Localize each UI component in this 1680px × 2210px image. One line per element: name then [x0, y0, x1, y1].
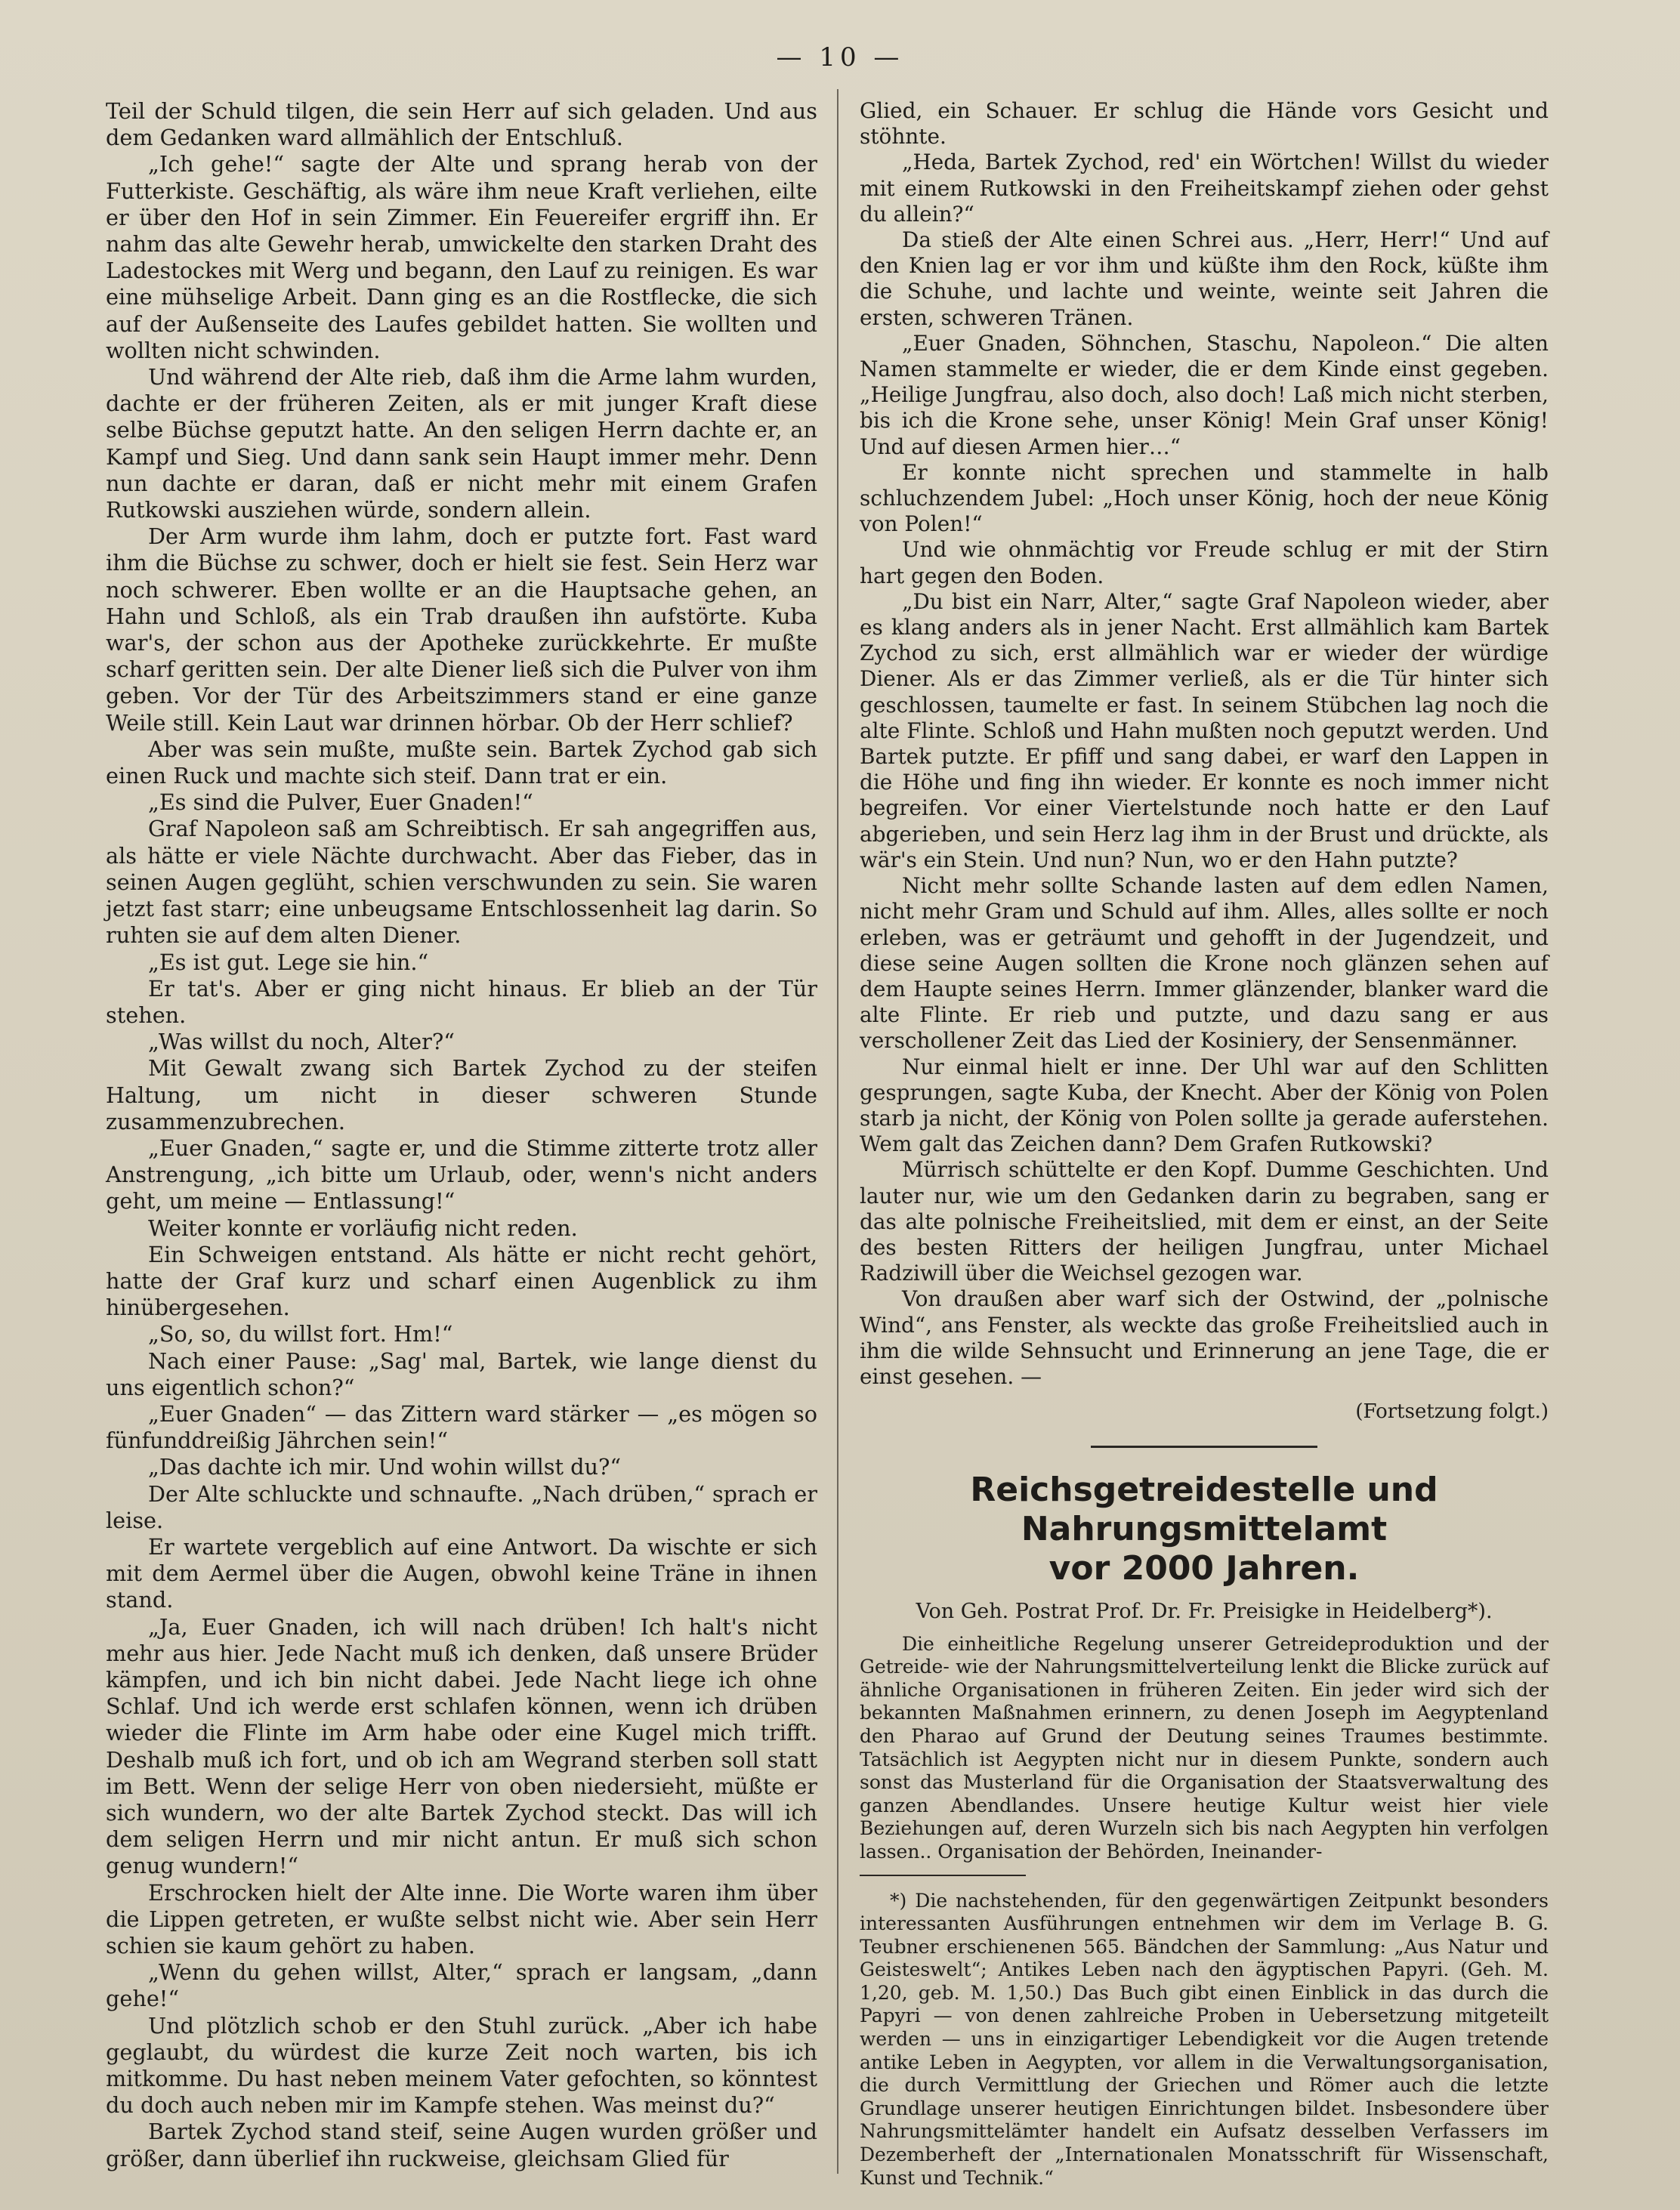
story-paragraph: Nicht mehr sollte Schande lasten auf dem edlen Namen, nicht mehr Gram und Schuld auf ihm. Alles, alles sollte er noch erleben, was er geträumt und gehofft in der Jugendzeit, und diese seine Augen sollten die Krone noch glänzen sehen auf dem Haupte seines Herrn. Immer glänzender, blanker ward die alte Flinte. Er rieb und putzte, und dazu sang er aus verschollener Zeit das Lied der Kosiniery, der Sensenmänner.	[860, 873, 1549, 1054]
story-paragraph: Bartek Zychod stand steif, seine Augen wurden größer und größer, dann überlief ihn ruckweise, gleichsam Glied für	[106, 2119, 817, 2171]
article-title-line: vor 2000 Jahren.	[1048, 1549, 1360, 1588]
story-paragraph: „Ich gehe!“ sagte der Alte und sprang herab von der Futterkiste. Geschäftig, als wäre ihm neue Kraft verliehen, eilte er über den Hof in sein Zimmer. Ein Feuereifer ergriff ihn. Er nahm das alte Gewehr herab, umwickelte den starken Draht des Ladestockes mit Werg und begann, den Lauf zu reinigen. Es war eine mühselige Arbeit. Dann ging es an die Rostflecke, die sich auf der Außenseite des Laufes gebildet hatten. Sie wollten und wollten nicht schwinden.	[106, 151, 817, 363]
story-paragraph: Er konnte nicht sprechen und stammelte in halb schluchzendem Jubel: „Hoch unser König, hoch der neue König von Polen!“	[860, 459, 1549, 537]
article-body: Die einheitliche Regelung unserer Getreideproduktion und der Getreide- wie der Nahrungsmittelverteilung lenkt die Blicke zurück auf ähnliche Organisationen in früheren Zeiten. Ein jeder wird sich der bekannten Maßnahmen erinnern, zu denen Joseph im Aegyptenland den Pharao auf Grund der Deutung seines Traumes bestimmte. Tatsächlich ist Aegypten nicht nur in diesem Punkte, sondern auch sonst das Musterland für die Organisation der Staatsverwaltung des ganzen Abendlandes. Unsere heutige Kultur weist hier viele Beziehungen auf, deren Wurzeln sich bis nach Aegypten hin verfolgen lassen.. Organisation der Behörden, Ineinander-	[860, 1632, 1549, 1863]
continued-note: (Fortsetzung folgt.)	[1355, 1400, 1549, 1424]
footnote-rule	[860, 1875, 1026, 1876]
story-paragraph: „Euer Gnaden,“ sagte er, und die Stimme zitterte trotz aller Anstrengung, „ich bitte um Urlaub, oder, wenn's nicht anders geht, um meine — Entlassung!“	[106, 1134, 817, 1215]
story-paragraph: „Du bist ein Narr, Alter,“ sagte Graf Napoleon wieder, aber es klang anders als in jener Nacht. Erst allmählich kam Bartek Zychod zu sich, erst allmählich war er wieder der würdige Diener. Als er das Zimmer verließ, als er die Tür hinter sich geschlossen, taumelte er fast. In seinem Stübchen lag noch die alte Flinte. Schloß und Hahn mußten noch geputzt werden. Und Bartek putzte. Er pfiff und sang dabei, er warf den Lappen in die Höhe und fing ihn wieder. Er konnte es noch immer nicht begreifen. Vor einer Viertelstunde noch hatte er den Lauf abgerieben, und sein Herz lag ihm in der Brust und drückte, als wär's ein Stein. Und nun? Nun, wo er den Hahn putzte?	[860, 588, 1549, 872]
section-rule	[1091, 1446, 1317, 1448]
story-paragraph: Ein Schweigen entstand. Als hätte er nicht recht gehört, hatte der Graf kurz und scharf einen Augenblick zu ihm hinübergesehen.	[106, 1241, 817, 1321]
story-paragraph: Von draußen aber warf sich der Ostwind, der „polnische Wind“, ans Fenster, als weckte das große Freiheitslied auch in ihm die wilde Sehnsucht und Erinnerung an jene Tage, die er einst gesehen. —	[860, 1286, 1549, 1389]
story-paragraph: „So, so, du willst fort. Hm!“	[148, 1321, 453, 1347]
footnote	[860, 1890, 1549, 2190]
story-paragraph: Und während der Alte rieb, daß ihm die Arme lahm wurden, dachte er der früheren Zeiten, als er mit junger Kraft diese selbe Büchse geputzt hatte. An den seligen Herrn dachte er, an Kampf und Sieg. Und dann sank sein Haupt immer mehr. Denn nun dachte er daran, daß er nicht mehr mit einem Grafen Rutkowski ausziehen würde, sondern allein.	[106, 364, 817, 523]
story-paragraph: Weiter konnte er vorläufig nicht reden.	[148, 1215, 578, 1241]
story-paragraph: Der Alte schluckte und schnaufte. „Nach drüben,“ sprach er leise.	[106, 1480, 817, 1533]
footnote-text: *) Die nachstehenden, für den gegenwärtigen Zeitpunkt besonders interessanten Ausführungen entnehmen wir dem im Verlage B. G. Teubner erschienenen 565. Bändchen der Sammlung: „Aus Natur und Geisteswelt“; Antikes Leben nach den ägyptischen Papyri. (Geh. M. 1,20, geb. M. 1,50.) Das Buch gibt einen Einblick in das durch die Papyri — von denen zahlreiche Proben in Uebersetzung mitgeteilt werden — uns in einzigartiger Lebendigkeit vor die Augen tretende antike Leben in Aegypten, vor allem in die Verwaltungsorganisation, die durch Vermittlung der Griechen und Römer auch die letzte Grundlage unserer heutigen Einrichtungen bildet. Insbesondere über Nahrungsmittelämter handelt ein Aufsatz desselben Verfassers im Dezemberheft der „Internationalen Monatsschrift für Wissenschaft, Kunst und Technik.“	[860, 1889, 1549, 2189]
story-paragraph: Nur einmal hielt er inne. Der Uhl war auf den Schlitten gesprungen, sagte Kuba, der Knecht. Aber der König von Polen starb ja nicht, der König von Polen sollte ja gerade auferstehen. Wem galt das Zeichen dann? Dem Grafen Rutkowski?	[860, 1054, 1549, 1157]
story-paragraph: Teil der Schuld tilgen, die sein Herr auf sich geladen. Und aus dem Gedanken ward allmählich der Entschluß.	[106, 98, 817, 151]
story-paragraph: „Das dachte ich mir. Und wohin willst du?“	[148, 1454, 621, 1480]
story-paragraph: Erschrocken hielt der Alte inne. Die Worte waren ihm über die Lippen getreten, er wußte selbst nicht wie. Aber sein Herr schien sie kaum gehört zu haben.	[106, 1879, 817, 1959]
story-paragraph: Und wie ohnmächtig vor Freude schlug er mit der Stirn hart gegen den Boden.	[860, 537, 1549, 588]
story-paragraph: „Was willst du noch, Alter?“	[148, 1029, 455, 1055]
right-column	[860, 98, 1549, 2190]
story-paragraph: Mürrisch schüttelte er den Kopf. Dumme Geschichten. Und lauter nur, wie um den Gedanken darin zu begraben, sang er das alte polnische Freiheitslied, mit dem er einst, an der Seite des besten Ritters der heiligen Jungfrau, unter Michael Radziwill über die Weichsel gezogen war.	[860, 1157, 1549, 1286]
story-paragraph: Aber was sein mußte, mußte sein. Bartek Zychod gab sich einen Ruck und machte sich steif. Dann trat er ein.	[106, 736, 817, 789]
story-paragraph: Graf Napoleon saß am Schreibtisch. Er sah angegriffen aus, als hätte er viele Nächte durchwacht. Aber das Fieber, das in seinen Augen geglüht, schien verschwunden zu sein. Sie waren jetzt fast starr; eine unbeugsame Entschlossenheit lag darin. So ruhten sie auf dem alten Diener.	[106, 816, 817, 949]
story-paragraph: „Es ist gut. Lege sie hin.“	[148, 949, 429, 975]
story-paragraph: Er wartete vergeblich auf eine Antwort. Da wischte er sich mit dem Aermel über die Augen, obwohl keine Träne in ihnen stand.	[106, 1533, 817, 1613]
story-paragraph: Er tat's. Aber er ging nicht hinaus. Er blieb an der Tür stehen.	[106, 975, 817, 1028]
article-byline: Von Geh. Postrat Prof. Dr. Fr. Preisigke in Heidelberg*).	[916, 1600, 1493, 1624]
column-divider	[837, 89, 838, 2174]
story-paragraph: Der Arm wurde ihm lahm, doch er putzte fort. Fast ward ihm die Büchse zu schwer, doch er hielt sie fest. Sein Herz war noch schwerer. Eben wollte er an die Hauptsache gehen, an Hahn und Schloß, als ein Trab draußen ihn aufstörte. Kuba war's, der schon aus der Apotheke zurückkehrte. Er mußte scharf geritten sein. Der alte Diener ließ sich die Pulver von ihm geben. Vor der Tür des Arbeitszimmers stand er eine ganze Weile still. Kein Laut war drinnen hörbar. Ob der Herr schlief?	[106, 523, 817, 736]
article-title-line: Reichsgetreidestelle und Nahrungsmittelamt	[970, 1471, 1438, 1549]
story-paragraph: „Heda, Bartek Zychod, red' ein Wörtchen! Willst du wieder mit einem Rutkowski in den Freiheitskampf ziehen oder gehst du allein?“	[860, 150, 1549, 227]
story-paragraph: Nach einer Pause: „Sag' mal, Bartek, wie lange dienst du uns eigentlich schon?“	[106, 1347, 817, 1400]
story-paragraph: „Euer Gnaden“ — das Zittern ward stärker — „es mögen so fünfunddreißig Jährchen sein!“	[106, 1400, 817, 1454]
page-number: — 10 —	[776, 42, 904, 73]
story-paragraph: „Ja, Euer Gnaden, ich will nach drüben! Ich halt's nicht mehr aus hier. Jede Nacht muß ich denken, daß unsere Brüder kämpfen, und ich bin nicht dabei. Jede Nacht liege ich ohne Schlaf. Und ich werde erst schlafen können, wenn ich drüben wieder die Flinte im Arm habe oder eine Kugel mich trifft. Deshalb muß ich fort, und ob ich am Wegrand sterben soll statt im Bett. Wenn der selige Herr von oben niedersieht, müßte er sich wundern, wo der alte Bartek Zychod steckt. Das will ich dem seligen Herrn und mir nicht antun. Er muß sich schon genug wundern!“	[106, 1613, 817, 1879]
story-paragraph: „Es sind die Pulver, Euer Gnaden!“	[148, 789, 533, 816]
story-paragraph: Glied, ein Schauer. Er schlug die Hände vors Gesicht und stöhnte.	[860, 98, 1549, 150]
article-title	[860, 1471, 1549, 1588]
story-paragraph: „Wenn du gehen willst, Alter,“ sprach er langsam, „dann gehe!“	[106, 1959, 817, 2012]
story-paragraph: Und plötzlich schob er den Stuhl zurück. „Aber ich habe geglaubt, du würdest die kurze Zeit noch warten, bis ich mitkomme. Du hast neben meinem Vater gefochten, so könntest du doch auch neben mir im Kampfe stehen. Was meinst du?“	[106, 2012, 817, 2119]
left-column	[106, 98, 817, 2172]
story-paragraph: Mit Gewalt zwang sich Bartek Zychod zu der steifen Haltung, um nicht in dieser schweren Stunde zusammenzubrechen.	[106, 1055, 817, 1134]
story-paragraph: Da stieß der Alte einen Schrei aus. „Herr, Herr!“ Und auf den Knien lag er vor ihm und küßte ihm den Rock, küßte ihm die Schuhe, und lachte und weinte, weinte seit Jahren die ersten, schweren Tränen.	[860, 227, 1549, 330]
story-paragraph: „Euer Gnaden, Söhnchen, Staschu, Napoleon.“ Die alten Namen stammelte er wieder, die er dem Kinde einst gegeben. „Heilige Jungfrau, also doch, also doch! Laß mich nicht sterben, bis ich die Krone sehe, unser König! Mein Graf unser König! Und auf diesen Armen hier…“	[860, 330, 1549, 459]
